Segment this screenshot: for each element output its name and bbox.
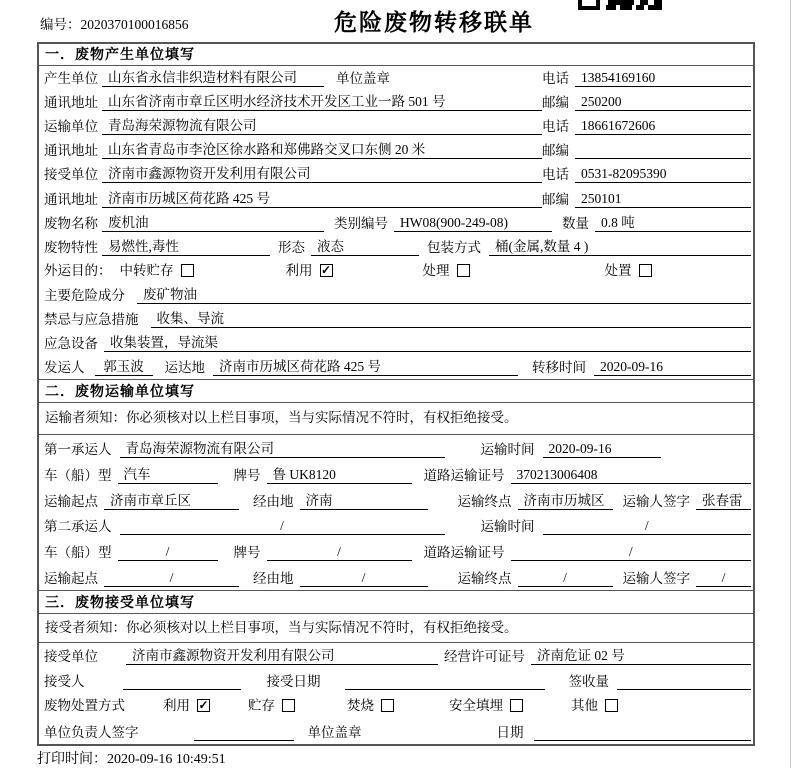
- purpose-option-dispose: [605, 259, 652, 279]
- terminus-label: 运输终点: [457, 571, 512, 586]
- checkbox-label: 利用: [285, 263, 313, 279]
- stamp-label: 单位盖章: [336, 71, 390, 87]
- signature-value: /: [696, 570, 751, 587]
- row-emergency-measures: [39, 307, 753, 331]
- zip-value: 250101: [575, 191, 751, 208]
- permit-value: 370213006408: [511, 467, 752, 484]
- field-label: 产生单位: [44, 71, 98, 87]
- zip-value: [575, 142, 751, 159]
- origin-value: /: [104, 570, 239, 587]
- checkbox-label: 处理: [422, 263, 450, 279]
- accept-date-value: [345, 673, 545, 690]
- transport-time-label: 运输时间: [480, 519, 535, 535]
- serial-label: 编号：: [40, 17, 81, 32]
- page-edge-line: [790, 0, 791, 768]
- waste-name-value: 废机油: [102, 211, 324, 232]
- field-label: 发运人: [44, 360, 85, 376]
- purpose-option-utilize: [286, 259, 333, 279]
- carrier2-value: /: [120, 518, 445, 535]
- license-value: 济南危证 02 号: [531, 644, 751, 665]
- checkmark: ✓: [198, 698, 209, 713]
- date-label: 日期: [496, 724, 524, 740]
- phone-label: 电话: [542, 71, 569, 87]
- field-label: 通讯地址: [44, 143, 98, 159]
- address-value: 济南市历城区荷花路 425 号: [102, 187, 542, 208]
- row-transport-unit: [39, 114, 753, 138]
- section3-notice: 接受者须知：你必须核对以上栏目事项，当与实际情况不符时，有权拒绝接受。: [39, 614, 753, 643]
- hazard-value: 废矿物油: [137, 283, 751, 304]
- quantity-label: 数量: [562, 215, 589, 231]
- field-label: 通讯地址: [44, 95, 98, 111]
- received-qty-value: [617, 673, 751, 690]
- checkbox: [457, 264, 470, 277]
- field-label: 运输起点: [44, 571, 98, 586]
- checkbox-label: 中转贮存: [119, 263, 174, 279]
- transport-time-value: 2020-09-16: [543, 441, 661, 458]
- packing-value: 桶(金属,数量 4 ): [489, 235, 751, 256]
- purpose-option-treat: [423, 259, 470, 279]
- date-value: [534, 724, 752, 741]
- category-value: HW08(900-249-08): [394, 215, 552, 232]
- row-receive-address: [39, 186, 753, 210]
- transport-time-label: 运输时间: [480, 442, 535, 458]
- disposal-option-incinerate: [347, 694, 394, 714]
- row-vehicle1: [39, 461, 753, 487]
- via-label: 经由地: [253, 571, 294, 586]
- receiver-value: 济南市鑫源物资开发利用有限公司: [126, 644, 438, 665]
- transporter-value: 青岛海荣源物流有限公司: [102, 114, 542, 135]
- phone-value: 0531-82095390: [575, 166, 751, 183]
- field-label: 主要危险成分: [44, 287, 125, 303]
- property-value: 易燃性,毒性: [102, 235, 270, 256]
- field-label: 接受人: [44, 674, 85, 690]
- row-vehicle2: [39, 538, 753, 564]
- section2-notice: 运输者须知：你必须核对以上栏目事项，当与实际情况不符时，有权拒绝接受。: [39, 403, 753, 435]
- acceptor-value: [123, 673, 241, 690]
- measures-value: 收集、导流: [151, 307, 752, 328]
- checkbox: [197, 699, 210, 712]
- qr-code-fragment: [578, 0, 662, 10]
- row-disposal-method: [39, 693, 753, 718]
- zip-value: 250200: [575, 94, 751, 111]
- form-label: 形态: [278, 239, 305, 255]
- phone-label: 电话: [542, 167, 569, 183]
- license-label: 经营许可证号: [444, 649, 525, 665]
- row-acceptor: [39, 668, 753, 693]
- section3-heading: 三．废物接受单位填写: [39, 590, 753, 614]
- address-value: 山东省济南市章丘区明水经济技术开发区工业一路 501 号: [102, 90, 542, 111]
- checkmark: ✓: [320, 263, 332, 278]
- field-label: 废物处置方式: [44, 698, 125, 714]
- checkbox: [282, 699, 295, 712]
- plate-value: 鲁 UK8120: [267, 463, 412, 484]
- address-value: 山东省青岛市李沧区徐水路和郑佛路交叉口东侧 20 米: [102, 138, 542, 159]
- field-label: 运输单位: [44, 119, 98, 135]
- section2-heading: 二．废物运输单位填写: [39, 379, 753, 403]
- row-dispatcher: [39, 355, 753, 379]
- serial-number: [40, 13, 189, 33]
- checkbox: [510, 699, 523, 712]
- disposal-option-utilize: [163, 694, 210, 714]
- transfer-time-value: 2020-09-16: [594, 359, 751, 376]
- field-label: 废物名称: [44, 215, 98, 231]
- row-transfer-purpose: [39, 259, 753, 283]
- section1-heading: 一．废物产生单位填写: [39, 44, 753, 66]
- equipment-value: 收集装置，导流渠: [104, 331, 751, 352]
- category-label: 类别编号: [334, 215, 388, 231]
- carrier1-value: 青岛海荣源物流有限公司: [120, 437, 445, 458]
- zip-label: 邮编: [542, 95, 569, 111]
- page-title: 危险废物转移联单: [334, 9, 534, 35]
- via-value: /: [300, 570, 428, 587]
- signature-value: 张春雷: [696, 489, 751, 510]
- via-label: 经由地: [253, 493, 294, 509]
- field-label: 第二承运人: [44, 519, 112, 535]
- plate-label: 牌号: [233, 545, 261, 561]
- phone-value: 18661672606: [575, 118, 751, 135]
- row-transport-address: [39, 138, 753, 162]
- permit-label: 道路运输证号: [423, 467, 505, 483]
- field-label: 应急设备: [44, 336, 98, 352]
- checkbox-label: 其他: [571, 698, 598, 714]
- row-responsible-signature: [39, 719, 753, 744]
- row-receiving-unit: [39, 643, 753, 668]
- vehicle-type-value: /: [118, 544, 218, 561]
- serial-value: 2020370100016856: [80, 17, 189, 32]
- field-label: 第一承运人: [44, 442, 112, 458]
- destination-label: 运达地: [164, 360, 205, 376]
- row-producer: [39, 66, 753, 90]
- row-carrier1: [39, 435, 753, 461]
- checkbox: [320, 264, 333, 277]
- zip-label: 邮编: [542, 143, 569, 159]
- row-carrier2: [39, 513, 753, 539]
- vehicle-type-value: 汽车: [118, 463, 218, 484]
- field-label: 接受单位: [44, 649, 98, 665]
- form-value: 液态: [311, 235, 419, 256]
- row-emergency-equipment: [39, 331, 753, 355]
- terminus-value: /: [518, 570, 613, 587]
- disposal-option-landfill: [449, 694, 523, 714]
- plate-label: 牌号: [233, 467, 261, 483]
- checkbox-label: 处置: [604, 263, 632, 279]
- signature-label: 运输人签字: [622, 493, 690, 509]
- field-label: 运输起点: [44, 493, 98, 509]
- received-qty-label: 签收量: [568, 674, 609, 690]
- field-label: 车（船）型: [44, 545, 112, 561]
- row-waste-name: [39, 211, 753, 235]
- field-label: 禁忌与应急措施: [44, 312, 139, 328]
- disposal-option-store: [248, 694, 295, 714]
- checkbox-label: 利用: [163, 698, 190, 714]
- row-hazard-components: [39, 283, 753, 307]
- field-label: 接受单位: [44, 167, 98, 183]
- print-time-value: 2020-09-16 10:49:51: [107, 752, 226, 767]
- field-label: 车（船）型: [44, 467, 112, 483]
- manifest-form: [37, 42, 755, 746]
- row-route2: [39, 564, 753, 590]
- print-time-label: 打印时间：: [37, 752, 107, 767]
- dispatcher-value: 郭玉波: [95, 355, 153, 376]
- zip-label: 邮编: [542, 191, 569, 207]
- field-label: 单位负责人签字: [44, 724, 139, 740]
- row-producer-address: [39, 90, 753, 114]
- field-label: 废物特性: [44, 239, 98, 255]
- print-time: [37, 748, 226, 768]
- via-value: 济南: [300, 489, 428, 510]
- signature-label: 运输人签字: [622, 571, 690, 586]
- checkbox: [639, 264, 652, 277]
- permit-label: 道路运输证号: [423, 545, 505, 561]
- field-label: 外运目的：: [44, 263, 112, 279]
- phone-label: 电话: [542, 119, 569, 135]
- producer-value: 山东省永信非织造材料有限公司: [102, 66, 324, 87]
- destination-value: 济南市历城区荷花路 425 号: [213, 355, 518, 376]
- checkbox: [181, 264, 194, 277]
- quantity-value: 0.8 吨: [595, 211, 751, 232]
- receiver-value: 济南市鑫源物资开发利用有限公司: [102, 162, 542, 183]
- disposal-option-other: [571, 694, 618, 714]
- row-receive-unit: [39, 162, 753, 186]
- row-waste-properties: [39, 235, 753, 259]
- transport-time-value: /: [543, 518, 752, 535]
- terminus-label: 运输终点: [457, 493, 512, 509]
- plate-value: /: [267, 544, 412, 561]
- checkbox: [381, 699, 394, 712]
- checkbox-label: 贮存: [248, 698, 275, 714]
- field-label: 通讯地址: [44, 191, 98, 207]
- checkbox-label: 焚烧: [347, 698, 374, 714]
- packing-label: 包装方式: [427, 239, 481, 255]
- row-route1: [39, 487, 753, 513]
- checkbox: [605, 699, 618, 712]
- terminus-value: 济南市历城区: [518, 489, 613, 510]
- unit-stamp-label: 单位盖章: [307, 724, 362, 740]
- origin-value: 济南市章丘区: [104, 489, 239, 510]
- purpose-option-storage: [120, 259, 194, 279]
- permit-value: /: [511, 544, 752, 561]
- accept-date-label: 接受日期: [266, 674, 321, 690]
- responsible-signature-value: [194, 724, 294, 741]
- transfer-time-label: 转移时间: [532, 360, 586, 376]
- checkbox-label: 安全填埋: [449, 698, 503, 714]
- phone-value: 13854169160: [575, 70, 751, 87]
